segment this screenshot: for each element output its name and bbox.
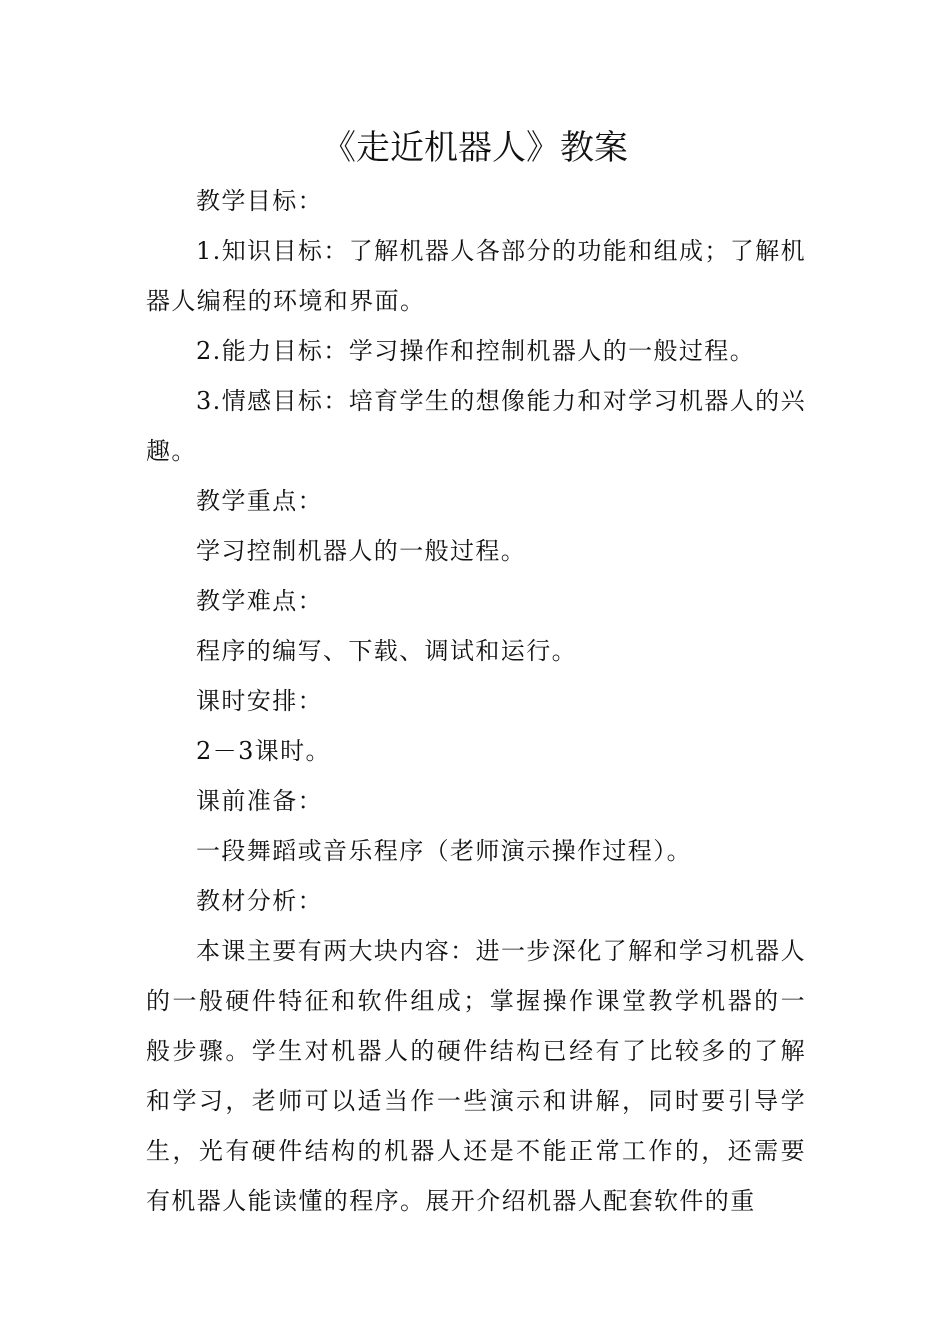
section-heading-analysis: 教材分析： bbox=[196, 887, 323, 915]
analysis-text: 本课主要有两大块内容：进一步深化了解和学习机器人的一般硬件特征和软件组成；掌握操作课堂教学机器的一般步骤。学生对机器人的硬件结构已经有了比较多的了解和学习，老师可以适当作一些演示和讲解，同时要引导学生，光有硬件结构的机器人还是不能正常工作的，还需要有机器人能读懂的程序。展开介绍机器人配套软件的重 bbox=[146, 937, 806, 1215]
objective-emotion: 3.情感目标：培育学生的想像能力和对学习机器人的兴趣。 bbox=[146, 387, 806, 465]
section-heading-preparation: 课前准备： bbox=[196, 787, 323, 815]
preparation-text: 一段舞蹈或音乐程序（老师演示操作过程）。 bbox=[196, 837, 692, 865]
schedule-text: 2－3课时。 bbox=[196, 737, 331, 765]
section-heading-difficulties: 教学难点： bbox=[196, 587, 323, 615]
key-points-text: 学习控制机器人的一般过程。 bbox=[196, 537, 527, 565]
section-heading-key-points: 教学重点： bbox=[196, 487, 323, 515]
section-heading-objectives: 教学目标： bbox=[196, 187, 323, 215]
document-body bbox=[146, 176, 806, 1226]
document-title: 《走近机器人》教案 bbox=[322, 128, 628, 168]
difficulties-text: 程序的编写、下载、调试和运行。 bbox=[196, 637, 577, 665]
objective-knowledge: 1.知识目标：了解机器人各部分的功能和组成；了解机器人编程的环境和界面。 bbox=[146, 237, 806, 315]
section-heading-schedule: 课时安排： bbox=[196, 687, 323, 715]
objective-ability: 2.能力目标：学习操作和控制机器人的一般过程。 bbox=[196, 337, 756, 365]
